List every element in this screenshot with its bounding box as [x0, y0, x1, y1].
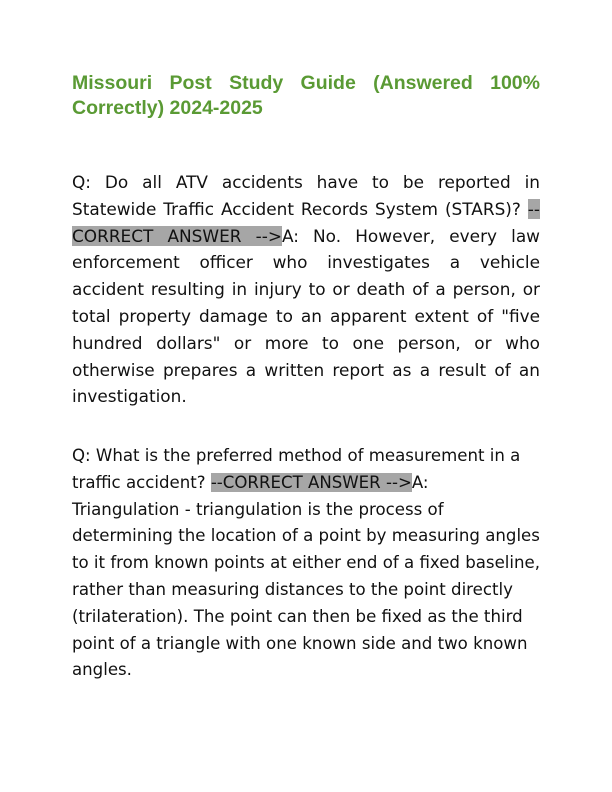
qa-block-1	[72, 169, 540, 410]
question-text: Q: Do all ATV accidents have to be reported in Statewide Traffic Accident Records System (STARS)?	[72, 172, 540, 219]
answer-text: A: No. However, every law enforcement officer who investigates a vehicle accident resulting in injury to or death of a person, or total property damage to an apparent extent of "five hundred dollars" or more to one person, or who otherwise prepares a written report as a result of an investigation.	[72, 225, 540, 407]
qa-block-2	[72, 443, 540, 684]
question-text: Q: What is the preferred method of measurement in a traffic accident?	[72, 446, 521, 492]
correct-answer-marker: --CORRECT ANSWER -->	[72, 198, 540, 246]
document-title: Missouri Post Study Guide (Answered 100% Correctly) 2024-2025	[72, 72, 540, 119]
correct-answer-marker: --CORRECT ANSWER -->	[210, 472, 412, 492]
answer-text: A: Triangulation - triangulation is the process of determining the location of a point by measuring angles to it from known points at either end of a fixed baseline, rather than measuring distances to the point directly (trilateration). The point can then be fixed as the third point of a triangle with one known side and two known angles.	[72, 472, 540, 680]
